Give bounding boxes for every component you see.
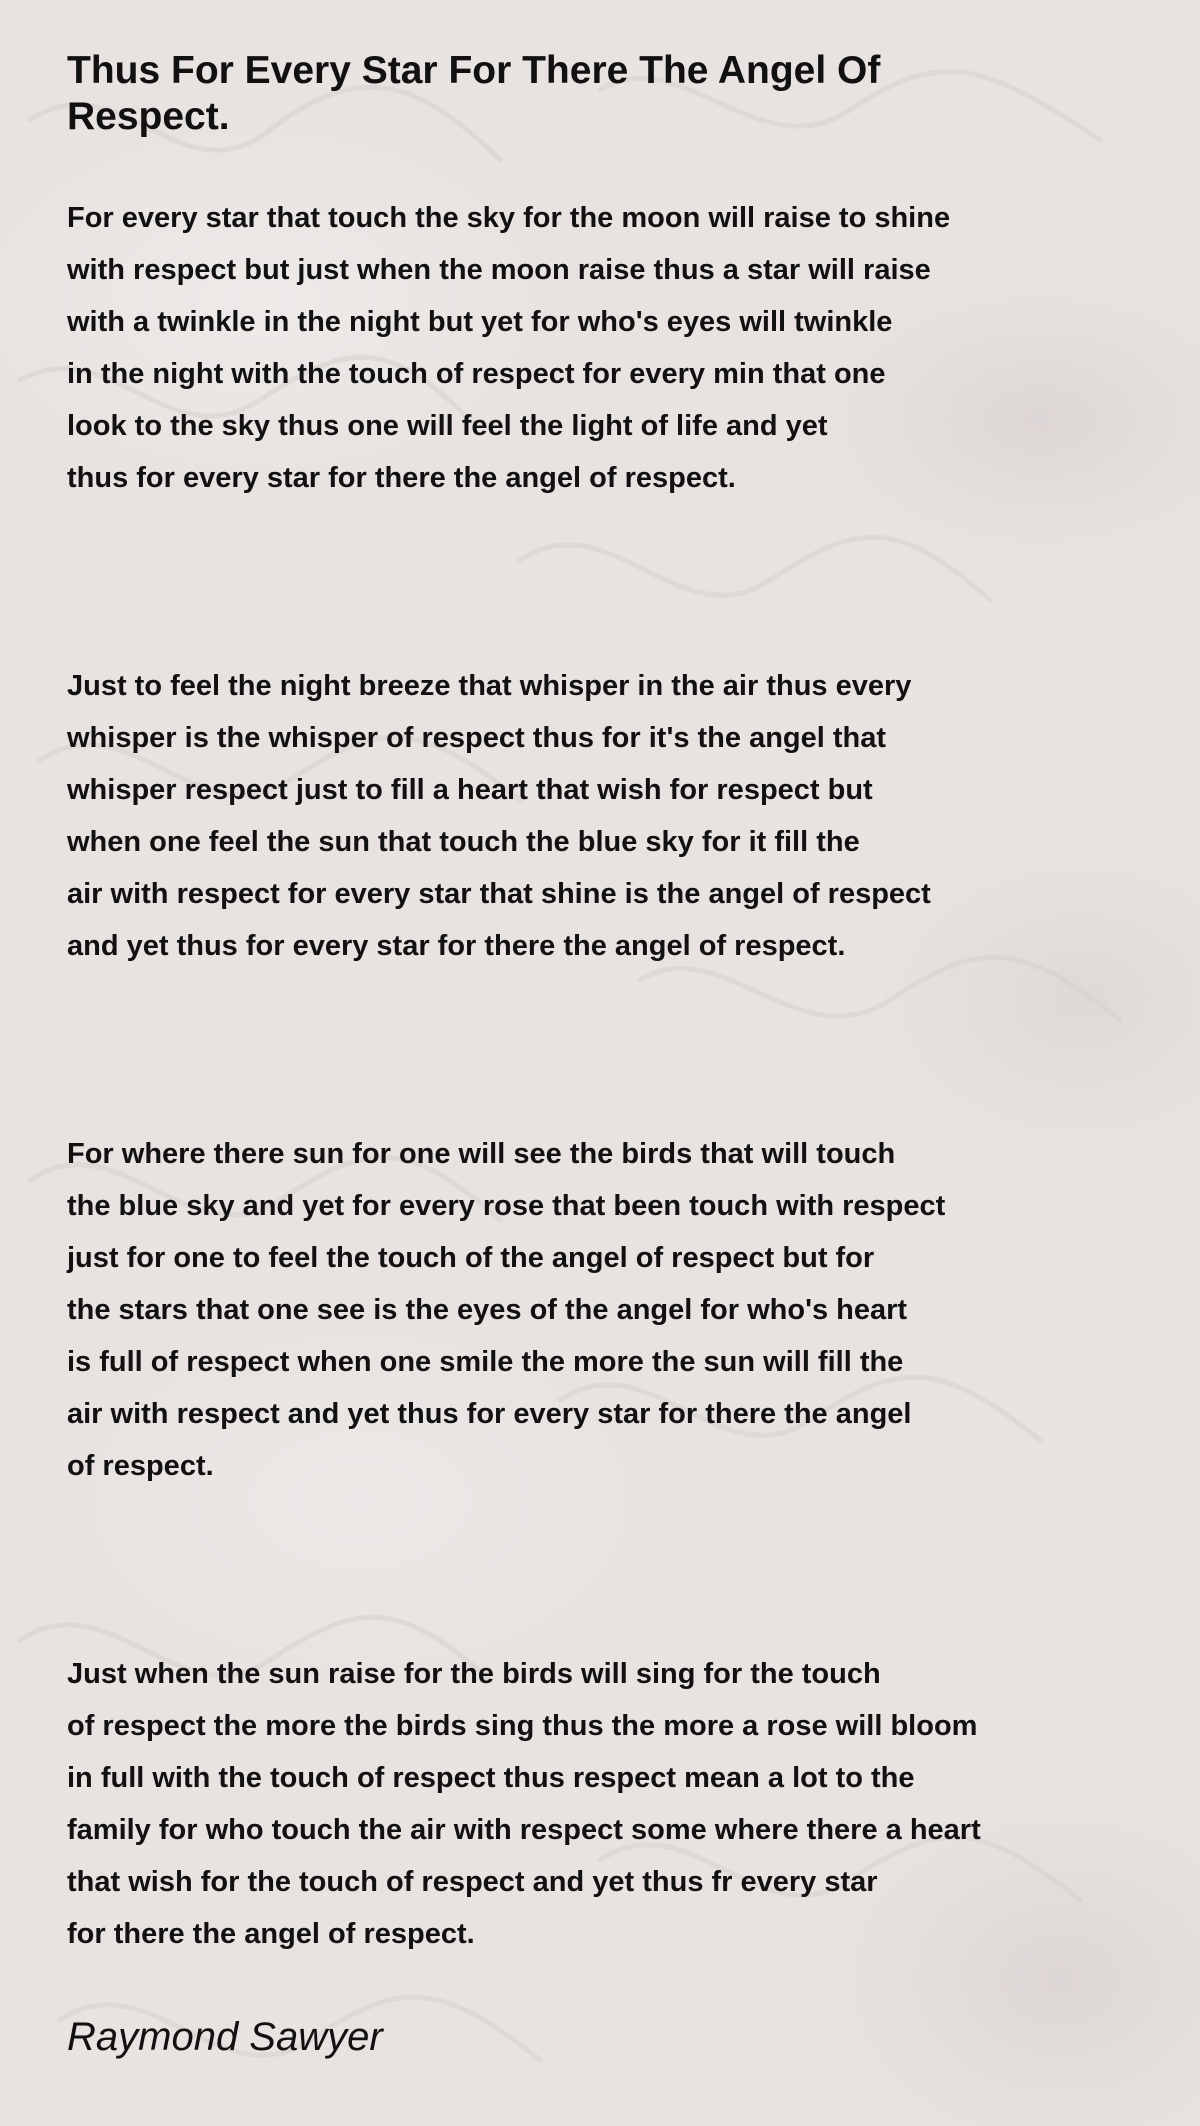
poem-line: with respect but just when the moon raise thus a star will raise: [67, 254, 931, 286]
poem-line: thus for every star for there the angel of respect.: [67, 462, 736, 494]
poem-line: in full with the touch of respect thus respect mean a lot to the: [67, 1762, 915, 1794]
poem-line: the blue sky and yet for every rose that been touch with respect: [67, 1190, 946, 1222]
poem-line: whisper respect just to fill a heart that wish for respect but: [67, 774, 873, 806]
stanza-2: [67, 660, 1117, 972]
poem-line: and yet thus for every star for there the angel of respect.: [67, 930, 846, 962]
poem-line: Just to feel the night breeze that whisper in the air thus every: [67, 670, 912, 702]
poem-line: when one feel the sun that touch the blue sky for it fill the: [67, 826, 860, 858]
poem-line: For where there sun for one will see the birds that will touch: [67, 1138, 896, 1170]
poem-line: with a twinkle in the night but yet for who's eyes will twinkle: [67, 306, 893, 338]
poem-author: Raymond Sawyer: [67, 2015, 383, 2059]
poem-line: for there the angel of respect.: [67, 1918, 475, 1950]
poem-line: is full of respect when one smile the more the sun will fill the: [67, 1346, 904, 1378]
poem-line: air with respect and yet thus for every star for there the angel: [67, 1398, 912, 1430]
stanza-spacer: [67, 972, 1117, 1128]
poem-line: the stars that one see is the eyes of the angel for who's heart: [67, 1294, 908, 1326]
poem-line: of respect the more the birds sing thus the more a rose will bloom: [67, 1710, 978, 1742]
poem-title: [67, 48, 1117, 140]
poem-line: Just when the sun raise for the birds will sing for the touch: [67, 1658, 881, 1690]
poem-line: For every star that touch the sky for the moon will raise to shine: [67, 202, 951, 234]
poem-container: [67, 48, 1117, 2061]
stanza-1: [67, 192, 1117, 504]
poem-line: look to the sky thus one will feel the light of life and yet: [67, 410, 828, 442]
poem-line: family for who touch the air with respect some where there a heart: [67, 1814, 981, 1846]
poem-title-line: Thus For Every Star For There The Angel Of: [67, 49, 881, 92]
stanza-3: [67, 1128, 1117, 1492]
stanza-spacer: [67, 504, 1117, 660]
stanza-spacer: [67, 1492, 1117, 1648]
poem-line: whisper is the whisper of respect thus for it's the angel that: [67, 722, 887, 754]
poem-title-line: Respect.: [67, 95, 230, 138]
poem-line: just for one to feel the touch of the angel of respect but for: [67, 1242, 875, 1274]
poem-line: of respect.: [67, 1450, 214, 1482]
poem-line: in the night with the touch of respect for every min that one: [67, 358, 886, 390]
stanza-4: [67, 1648, 1117, 1960]
poem-line: air with respect for every star that shine is the angel of respect: [67, 878, 931, 910]
poem-line: that wish for the touch of respect and yet thus fr every star: [67, 1866, 878, 1898]
